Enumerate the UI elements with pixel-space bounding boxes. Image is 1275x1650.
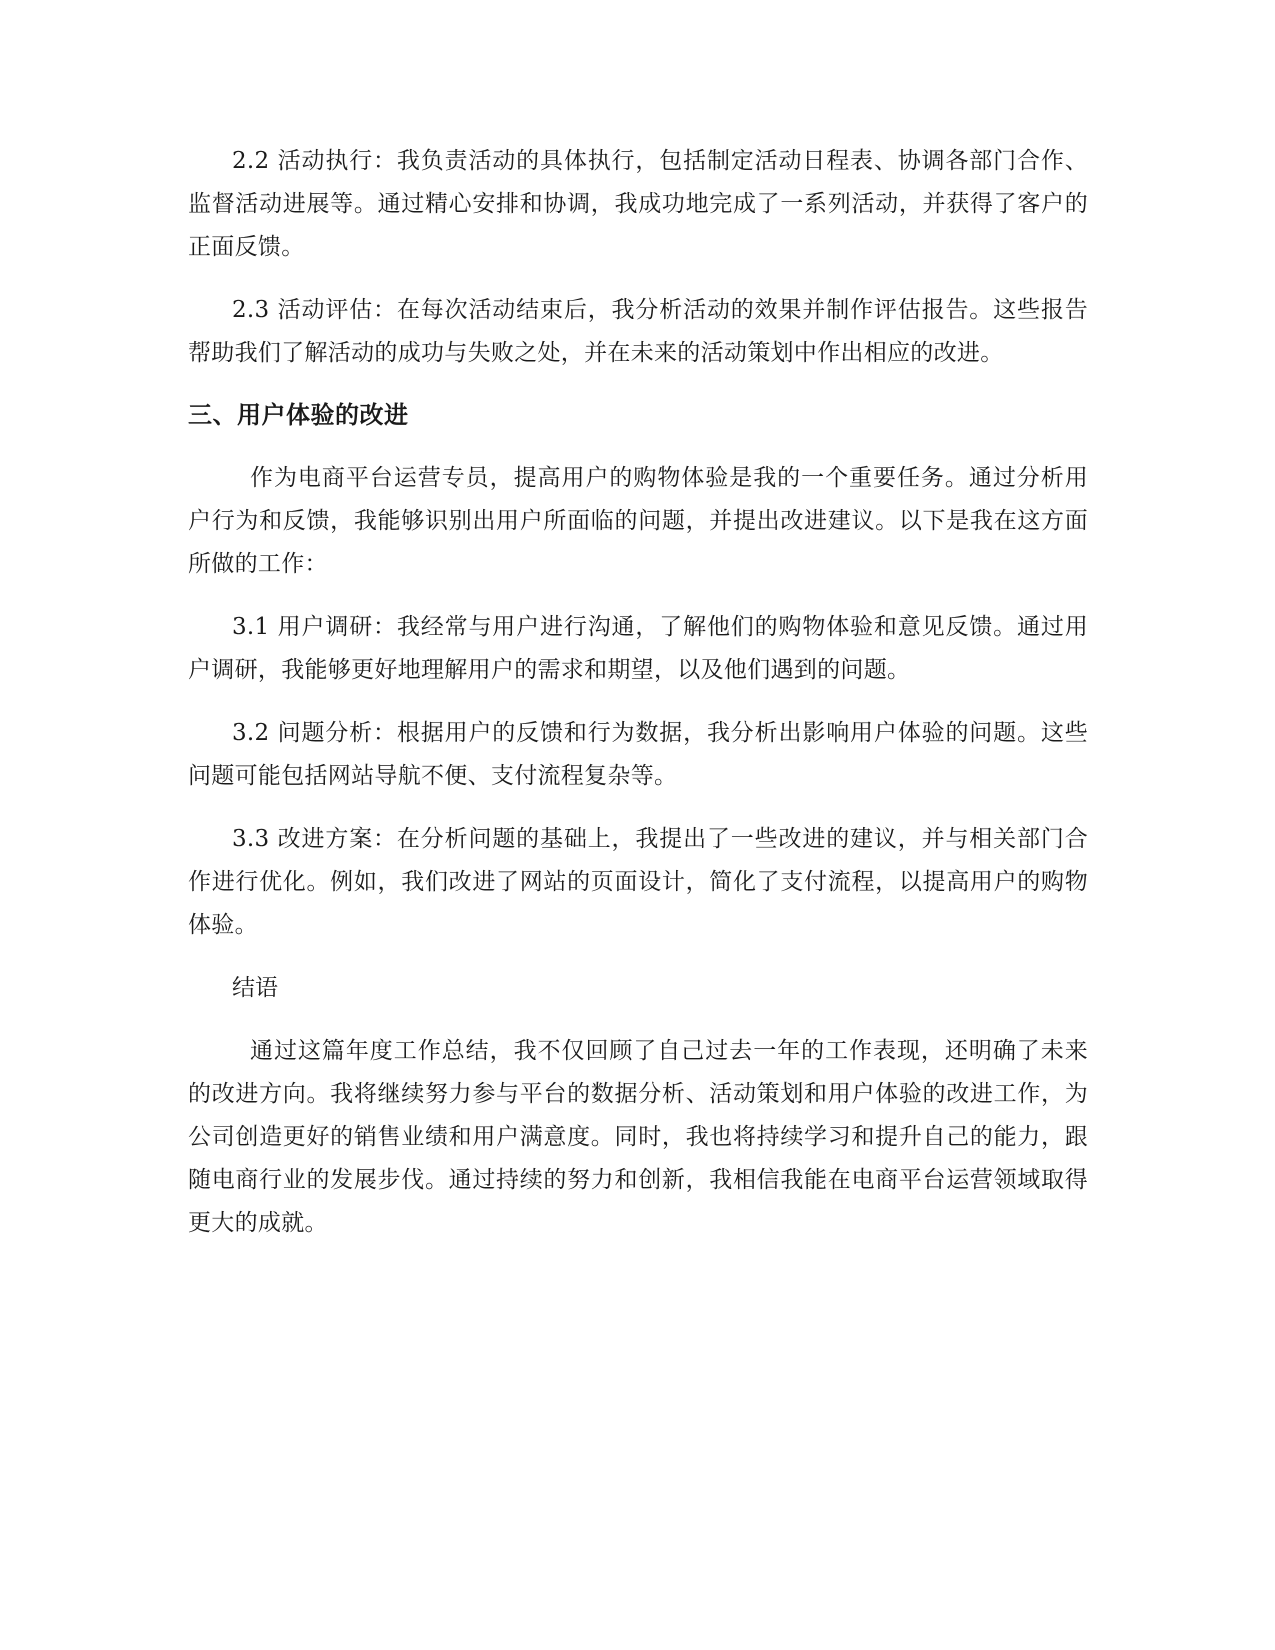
document-page xyxy=(188,140,1088,1265)
paragraph-2-2: 2.2 活动执行：我负责活动的具体执行，包括制定活动日程表、协调各部门合作、监督活动进展等。通过精心安排和协调，我成功地完成了一系列活动，并获得了客户的正面反馈。 xyxy=(188,148,1088,260)
paragraph-3-2: 3.2 问题分析：根据用户的反馈和行为数据，我分析出影响用户体验的问题。这些问题可能包括网站导航不便、支付流程复杂等。 xyxy=(188,720,1088,789)
section-heading-3: 三、用户体验的改进 xyxy=(188,401,409,429)
conclusion-label: 结语 xyxy=(232,975,278,1001)
paragraph-3-3: 3.3 改进方案：在分析问题的基础上，我提出了一些改进的建议，并与相关部门合作进行优化。例如，我们改进了网站的页面设计，简化了支付流程，以提高用户的购物体验。 xyxy=(188,826,1088,938)
paragraph-2-3: 2.3 活动评估：在每次活动结束后，我分析活动的效果并制作评估报告。这些报告帮助我们了解活动的成功与失败之处，并在未来的活动策划中作出相应的改进。 xyxy=(188,297,1088,366)
paragraph-3-1: 3.1 用户调研：我经常与用户进行沟通，了解他们的购物体验和意见反馈。通过用户调研，我能够更好地理解用户的需求和期望，以及他们遇到的问题。 xyxy=(188,614,1088,683)
paragraph-conclusion: 通过这篇年度工作总结，我不仅回顾了自己过去一年的工作表现，还明确了未来的改进方向。我将继续努力参与平台的数据分析、活动策划和用户体验的改进工作，为公司创造更好的销售业绩和用户满意度。同时，我也将持续学习和提升自己的能力，跟随电商行业的发展步伐。通过持续的努力和创新，我相信我能在电商平台运营领域取得更大的成就。 xyxy=(188,1038,1088,1236)
paragraph-intro-3: 作为电商平台运营专员，提高用户的购物体验是我的一个重要任务。通过分析用户行为和反馈，我能够识别出用户所面临的问题，并提出改进建议。以下是我在这方面所做的工作： xyxy=(188,465,1088,577)
